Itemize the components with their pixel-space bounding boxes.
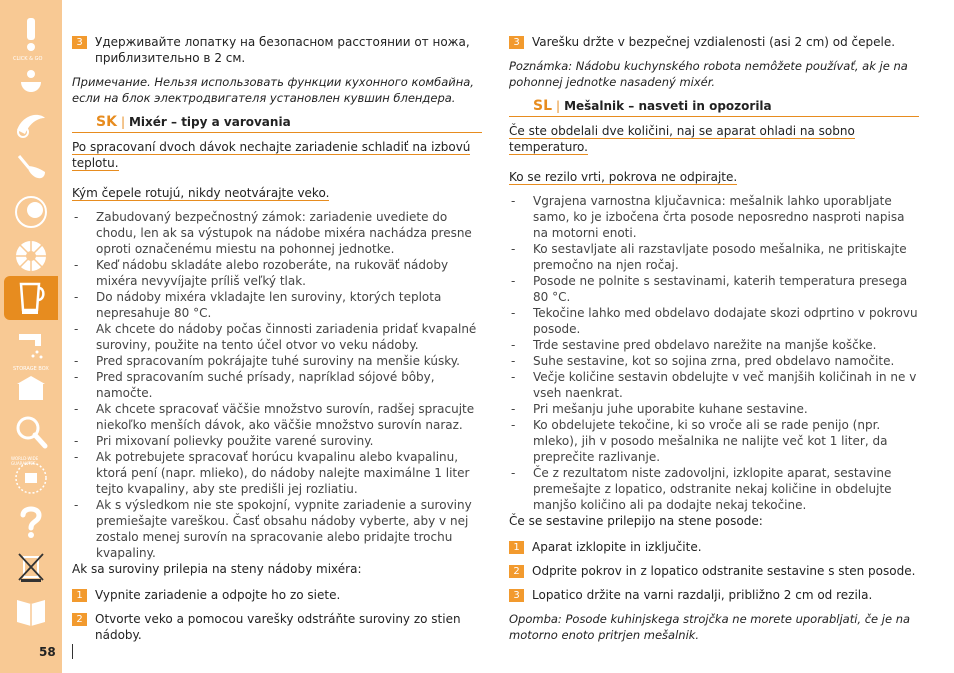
- step-text: Odprite pokrov in z lopatico odstranite sestavine s sten posode.: [532, 564, 916, 578]
- list-item: - Ko obdelujete tekočine, ki so vroče ali se rade penijo (npr. mleko), jih v posodo mešalnika ne nalijte več kot 1 liter, da preprečite razlivanje.: [509, 417, 919, 465]
- click-go-icon[interactable]: [9, 56, 53, 100]
- step-number: 2: [72, 613, 87, 626]
- step-text: Удерживайте лопатку на безопасном расстоянии от ножа, приблизительно в 2 см.: [95, 35, 470, 65]
- disposal-icon[interactable]: [9, 544, 53, 588]
- list-item: - Ak potrebujete spracovať horúcu kvapalinu alebo kvapalinu, ktorá pení (napr. mlieko), do nádoby nalejte maximálne 1 liter tejto kvapaliny, aby ste predišli jej rozliatiu.: [72, 449, 482, 497]
- step-number: 1: [72, 589, 87, 602]
- list-item: - Če z rezultatom niste zadovoljni, izklopite aparat, sestavine premešajte z lopatico, odstranite nekaj količine in obdelujte manjšo količino ali pa dodajte nekaj tekočine.: [509, 465, 919, 513]
- paragraph-lid-warning: Kým čepele rotujú, nikdy neotvárajte veko.: [72, 186, 330, 200]
- paragraph-cooling: Če ste obdelali dve količini, naj se aparat ohladi na sobno temperaturo.: [509, 124, 855, 154]
- left-column: [72, 34, 482, 651]
- right-column: [509, 34, 919, 651]
- list-item: - Pri mešanju juhe uporabite kuhane sestavine.: [509, 401, 919, 417]
- note-text: Opomba: Posode kuhinjskega strojčka ne morete uporabljati, če je na motorno enoto pritrjen mešalnik.: [509, 612, 911, 642]
- list-item: - Ak chcete do nádoby počas činnosti zariadenia pridať kvapalné suroviny, použite na tento účel otvor vo veku nádoby.: [72, 321, 482, 353]
- closing-text: Če se sestavine prilepijo na stene posode:: [509, 514, 763, 528]
- language-code: SL: [533, 98, 553, 114]
- step-item: [72, 34, 482, 66]
- list-item: - Posode ne polnite s sestavinami, katerih temperatura presega 80 °C.: [509, 273, 919, 305]
- storage-box-label: STORAGE BOX: [13, 366, 49, 372]
- manual-icon[interactable]: [9, 588, 53, 632]
- guarantee-label: WORLD-WIDE GUARANTEE: [11, 456, 39, 466]
- step-item: [509, 539, 919, 555]
- list-item: - Ak chcete spracovať väčšie množstvo surovín, radšej spracujte niekoľko menších dávok, ako väčšie množstvo surovín naraz.: [72, 401, 482, 433]
- paragraph-lid-warning: Ko se rezilo vrti, pokrova ne odpirajte.: [509, 170, 738, 184]
- step-text: Aparat izklopite in izključite.: [532, 540, 702, 554]
- list-item: - Trde sestavine pred obdelavo narežite na manjše koščke.: [509, 337, 919, 353]
- section-title: Mixér – tipy a varovania: [128, 115, 291, 129]
- blender-jug-icon[interactable]: [4, 276, 58, 320]
- list-item: - Večje količine sestavin obdelujte v več manjših količinah in ne v vseh naenkrat.: [509, 369, 919, 401]
- page-number: 58: [39, 645, 56, 659]
- chapter-sidebar: [0, 0, 62, 673]
- list-item: - Keď nádobu skladáte alebo rozoberáte, na rukoväť nádoby mixéra nevyvíjajte príliš veľký tlak.: [72, 257, 482, 289]
- step-item: [509, 34, 919, 50]
- tips-list: [72, 209, 482, 561]
- heading-separator: |: [120, 115, 125, 129]
- warning-icon[interactable]: [9, 12, 53, 56]
- list-item: - Pri mixovaní polievky použite varené suroviny.: [72, 433, 482, 449]
- step-number: 3: [509, 589, 524, 602]
- tips-list: [509, 193, 919, 513]
- section-heading: [72, 114, 482, 133]
- paragraph-cooling: Po spracovaní dvoch dávok nechajte zariadenie schladiť na izbovú teplotu.: [72, 140, 471, 170]
- step-item: [72, 587, 482, 603]
- step-number: 3: [509, 36, 524, 49]
- list-item: - Ak s výsledkom nie ste spokojní, vypnite zariadenie a suroviny premiešajte vareškou. Časť obsahu nádoby vyberte, aby v nej zostalo menej surovín na spracovanie alebo pridajte trochu kvapaliny.: [72, 497, 482, 561]
- storage-box-icon[interactable]: [9, 366, 53, 410]
- question-icon[interactable]: [9, 500, 53, 544]
- step-number: 1: [509, 541, 524, 554]
- magnifier-icon[interactable]: [9, 410, 53, 454]
- heading-separator: |: [556, 99, 561, 113]
- blade-icon[interactable]: [9, 102, 53, 146]
- list-item: - Vgrajena varnostna ključavnica: mešalnik lahko uporabljate samo, ko je izbočena črta posode neposredno nasproti napisa na motorni enoti.: [509, 193, 919, 241]
- list-item: - Pred spracovaním pokrájajte tuhé suroviny na menšie kúsky.: [72, 353, 482, 369]
- step-item: [72, 611, 482, 643]
- section-title: Mešalnik – nasveti in opozorila: [564, 99, 772, 113]
- step-number: 2: [509, 565, 524, 578]
- step-item: [509, 563, 919, 579]
- list-item: - Zabudovaný bezpečnostný zámok: zariadenie uvediete do chodu, len ak sa výstupok na nádobe mixéra nachádza presne oproti označenému miestu na pohonnej jednotke.: [72, 209, 482, 257]
- click-go-label: CLICK & GO: [13, 56, 43, 62]
- note-text: Poznámka: Nádobu kuchynského robota nemôžete používať, ak je na pohonnej jednotke nasadený mixér.: [509, 59, 908, 89]
- step-text: Otvorte veko a pomocou varešky odstráňte suroviny zo stien nádoby.: [95, 612, 461, 642]
- tap-icon[interactable]: [9, 322, 53, 366]
- step-text: Lopatico držite na varni razdalji, približno 2 cm od rezila.: [532, 588, 873, 602]
- list-item: - Pred spracovaním suché prísady, napríklad sójové bôby, namočte.: [72, 369, 482, 401]
- list-item: - Tekočine lahko med obdelavo dodajate skozi odprtino v pokrovu posode.: [509, 305, 919, 337]
- step-text: Varešku držte v bezpečnej vzdialenosti (asi 2 cm) od čepele.: [532, 35, 896, 49]
- language-code: SK: [96, 114, 117, 130]
- closing-text: Ak sa suroviny prilepia na steny nádoby mixéra:: [72, 562, 362, 576]
- list-item: - Ko sestavljate ali razstavljate posodo mešalnika, ne pritiskajte premočno na njen ročaj.: [509, 241, 919, 273]
- step-item: [509, 587, 919, 603]
- step-number: 3: [72, 36, 87, 49]
- step-text: Vypnite zariadenie a odpojte ho zo siete.: [95, 588, 341, 602]
- list-item: - Suhe sestavine, kot so sojina zrna, pred obdelavo namočite.: [509, 353, 919, 369]
- world-wide-guarantee-icon[interactable]: [9, 456, 53, 500]
- note-text: Примечание. Нельзя использовать функции кухонного комбайна, если на блок электродвигателя установлен кувшин блендера.: [72, 75, 474, 105]
- slicer-disc-icon[interactable]: [9, 234, 53, 278]
- whisk-icon[interactable]: [9, 146, 53, 190]
- dough-hook-icon[interactable]: [9, 190, 53, 234]
- section-heading: [509, 98, 919, 117]
- list-item: - Do nádoby mixéra vkladajte len suroviny, ktorých teplota nepresahuje 80 °C.: [72, 289, 482, 321]
